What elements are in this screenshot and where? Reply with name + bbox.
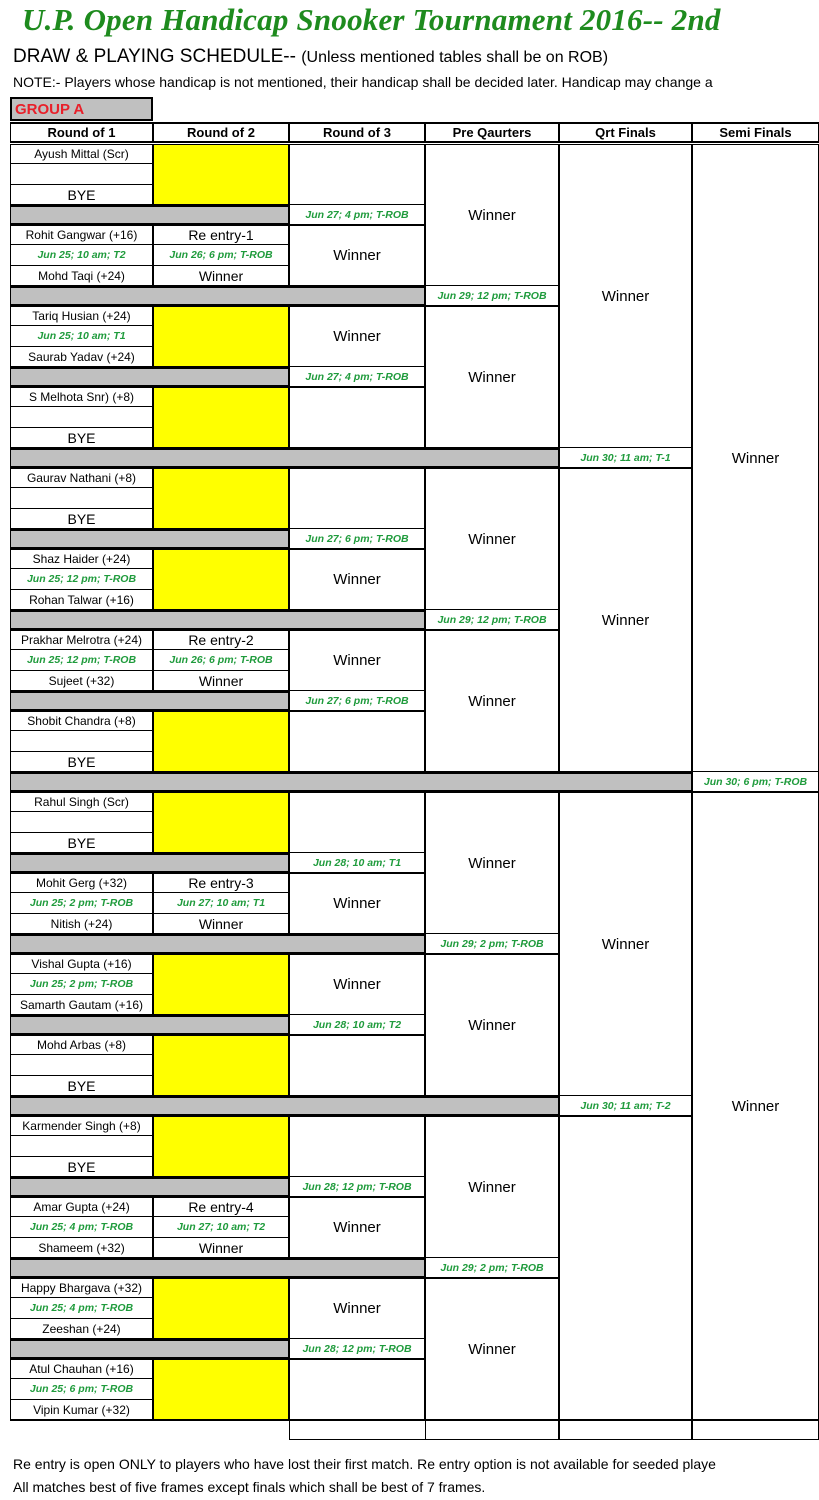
round2-schedule: Jun 27; 10 am; T2	[153, 1217, 289, 1238]
empty-slot	[10, 1136, 153, 1157]
quarterfinal-gap	[559, 1420, 692, 1440]
round3-slot	[289, 711, 425, 772]
player-slot: S Melhota Snr) (+8)	[10, 387, 153, 407]
player-slot: Mohd Taqi (+24)	[10, 266, 153, 286]
prequarter-winner: Winner	[425, 1116, 559, 1258]
player-slot: Tariq Husian (+24)	[10, 306, 153, 326]
player-slot: Shaz Haider (+24)	[10, 549, 153, 569]
prequarter-schedule: Jun 29; 12 pm; T-ROB	[425, 286, 559, 306]
empty-slot	[10, 164, 153, 185]
round3-schedule: Jun 27; 4 pm; T-ROB	[289, 205, 425, 225]
header-qrt-finals: Qrt Finals	[559, 122, 692, 143]
round3-slot	[289, 792, 425, 853]
round2-blank-slot	[153, 306, 289, 367]
round3-winner: Winner	[289, 549, 425, 610]
separator-bar	[10, 691, 289, 711]
quarterfinal-schedule: Jun 30; 11 am; T-2	[559, 1096, 692, 1116]
prequarter-winner: Winner	[425, 144, 559, 286]
handicap-note: NOTE:- Players whose handicap is not mentioned, their handicap shall be decided later. Handicap may change a	[13, 74, 713, 90]
header-semi-finals: Semi Finals	[692, 122, 819, 143]
round3-winner: Winner	[289, 630, 425, 691]
header-round-of-3: Round of 3	[289, 122, 425, 143]
player-slot: Prakhar Melrotra (+24)	[10, 630, 153, 650]
round3-schedule: Jun 27; 4 pm; T-ROB	[289, 367, 425, 387]
separator-bar	[10, 934, 425, 954]
semifinal-gap	[692, 1420, 819, 1440]
separator-bar	[10, 1177, 289, 1197]
player-slot: Vishal Gupta (+16)	[10, 954, 153, 974]
round2-blank-slot	[153, 549, 289, 610]
round3-slot	[289, 1359, 425, 1420]
round3-schedule: Jun 27; 6 pm; T-ROB	[289, 691, 425, 711]
separator-bar	[10, 286, 425, 306]
prequarter-winner: Winner	[425, 792, 559, 934]
round3-schedule: Jun 28; 12 pm; T-ROB	[289, 1177, 425, 1197]
player-slot: Nitish (+24)	[10, 914, 153, 934]
prequarter-winner: Winner	[425, 630, 559, 772]
re-entry-label: Re entry-3	[153, 873, 289, 893]
match-schedule: Jun 25; 4 pm; T-ROB	[10, 1217, 153, 1238]
round2-blank-slot	[153, 1359, 289, 1420]
page-title: U.P. Open Handicap Snooker Tournament 2016-- 2nd	[22, 2, 721, 37]
empty-slot	[10, 731, 153, 752]
round2-blank-slot	[153, 387, 289, 448]
bye-slot: BYE	[10, 752, 153, 772]
round2-schedule: Jun 27; 10 am; T1	[153, 893, 289, 914]
separator-bar	[10, 610, 425, 630]
footer-reentry-note: Re entry is open ONLY to players who have lost their first match. Re entry option is not available for seeded playe	[13, 1456, 716, 1472]
subtitle-main: DRAW & PLAYING SCHEDULE--	[13, 46, 302, 67]
player-slot: Vipin Kumar (+32)	[10, 1400, 153, 1420]
quarterfinal-schedule: Jun 30; 11 am; T-1	[559, 448, 692, 468]
re-entry-label: Re entry-1	[153, 225, 289, 245]
match-schedule: Jun 25; 12 pm; T-ROB	[10, 650, 153, 671]
empty-slot	[10, 812, 153, 833]
player-slot: Samarth Gautam (+16)	[10, 995, 153, 1015]
bye-slot: BYE	[10, 185, 153, 205]
round3-slot	[289, 387, 425, 448]
player-slot: Rohan Talwar (+16)	[10, 590, 153, 610]
header-round-of-2: Round of 2	[153, 122, 289, 143]
separator-bar	[10, 853, 289, 873]
bye-slot: BYE	[10, 509, 153, 529]
bye-slot: BYE	[10, 1157, 153, 1177]
player-slot: Happy Bhargava (+32)	[10, 1278, 153, 1298]
round2-blank-slot	[153, 711, 289, 772]
empty-slot	[10, 407, 153, 428]
separator-bar	[10, 1015, 289, 1035]
round2-winner: Winner	[153, 914, 289, 934]
prequarter-winner: Winner	[425, 468, 559, 610]
quarterfinal-winner: Winner	[559, 468, 692, 772]
bye-slot: BYE	[10, 428, 153, 448]
player-slot: Rohit Gangwar (+16)	[10, 225, 153, 245]
prequarter-schedule: Jun 29; 2 pm; T-ROB	[425, 934, 559, 954]
semifinal-winner: Winner	[692, 144, 819, 772]
round2-blank-slot	[153, 792, 289, 853]
player-slot: Atul Chauhan (+16)	[10, 1359, 153, 1379]
round2-blank-slot	[153, 144, 289, 205]
header-round-of-1: Round of 1	[10, 122, 153, 143]
round2-blank-slot	[153, 954, 289, 1015]
player-slot: Ayush Mittal (Scr)	[10, 144, 153, 164]
player-slot: Gaurav Nathani (+8)	[10, 468, 153, 488]
separator-bar	[10, 1096, 559, 1116]
player-slot: Saurab Yadav (+24)	[10, 347, 153, 367]
separator-bar	[10, 448, 559, 468]
separator-bar	[10, 205, 289, 225]
separator-bar	[10, 772, 692, 792]
player-slot: Sujeet (+32)	[10, 671, 153, 691]
round3-schedule: Jun 27; 6 pm; T-ROB	[289, 529, 425, 549]
re-entry-label: Re entry-4	[153, 1197, 289, 1217]
match-schedule: Jun 25; 12 pm; T-ROB	[10, 569, 153, 590]
subtitle-note: (Unless mentioned tables shall be on ROB)	[301, 49, 609, 66]
prequarter-winner: Winner	[425, 954, 559, 1096]
group-label: GROUP A	[10, 97, 153, 121]
round3-winner: Winner	[289, 225, 425, 286]
round2-schedule: Jun 26; 6 pm; T-ROB	[153, 245, 289, 266]
re-entry-label: Re entry-2	[153, 630, 289, 650]
separator-bar	[10, 1339, 289, 1359]
player-slot: Karmender Singh (+8)	[10, 1116, 153, 1136]
quarterfinal-winner: Winner	[559, 144, 692, 448]
empty-slot	[10, 1055, 153, 1076]
match-schedule: Jun 25; 2 pm; T-ROB	[10, 893, 153, 914]
player-slot: Shobit Chandra (+8)	[10, 711, 153, 731]
player-slot: Zeeshan (+24)	[10, 1319, 153, 1339]
prequarter-schedule: Jun 29; 2 pm; T-ROB	[425, 1258, 559, 1278]
round3-gap	[289, 1420, 425, 1440]
bye-slot: BYE	[10, 833, 153, 853]
empty-slot	[10, 488, 153, 509]
round2-schedule: Jun 26; 6 pm; T-ROB	[153, 650, 289, 671]
round3-schedule: Jun 28; 10 am; T1	[289, 853, 425, 873]
round3-schedule: Jun 28; 12 pm; T-ROB	[289, 1339, 425, 1359]
round3-winner: Winner	[289, 873, 425, 934]
match-schedule: Jun 25; 6 pm; T-ROB	[10, 1379, 153, 1400]
round2-winner: Winner	[153, 266, 289, 286]
prequarter-gap	[425, 1420, 559, 1440]
player-slot: Rahul Singh (Scr)	[10, 792, 153, 812]
player-slot: Mohd Arbas (+8)	[10, 1035, 153, 1055]
round3-slot	[289, 1116, 425, 1177]
round3-slot	[289, 468, 425, 529]
player-slot: Amar Gupta (+24)	[10, 1197, 153, 1217]
round2-winner: Winner	[153, 1238, 289, 1258]
separator-bar	[10, 1258, 425, 1278]
round2-winner: Winner	[153, 671, 289, 691]
round2-blank-slot	[153, 468, 289, 529]
round2-blank-slot	[153, 1278, 289, 1339]
round2-blank-slot	[153, 1116, 289, 1177]
separator-bar	[10, 367, 289, 387]
match-schedule: Jun 25; 2 pm; T-ROB	[10, 974, 153, 995]
round3-winner: Winner	[289, 954, 425, 1015]
round3-winner: Winner	[289, 306, 425, 367]
round3-winner: Winner	[289, 1197, 425, 1258]
round3-slot	[289, 144, 425, 205]
prequarter-winner: Winner	[425, 306, 559, 448]
round3-schedule: Jun 28; 10 am; T2	[289, 1015, 425, 1035]
quarterfinal-winner: Winner	[559, 792, 692, 1096]
round3-slot	[289, 1035, 425, 1096]
player-slot: Shameem (+32)	[10, 1238, 153, 1258]
bye-slot: BYE	[10, 1076, 153, 1096]
match-schedule: Jun 25; 4 pm; T-ROB	[10, 1298, 153, 1319]
semifinal-schedule: Jun 30; 6 pm; T-ROB	[692, 772, 819, 792]
match-schedule: Jun 25; 10 am; T1	[10, 326, 153, 347]
prequarter-schedule: Jun 29; 12 pm; T-ROB	[425, 610, 559, 630]
round3-winner: Winner	[289, 1278, 425, 1339]
semifinal-winner: Winner	[692, 792, 819, 1420]
match-schedule: Jun 25; 10 am; T2	[10, 245, 153, 266]
player-slot: Mohit Gerg (+32)	[10, 873, 153, 893]
separator-bar	[10, 529, 289, 549]
prequarter-winner: Winner	[425, 1278, 559, 1420]
quarterfinal-slot	[559, 1116, 692, 1420]
header-pre-qaurters: Pre Qaurters	[425, 122, 559, 143]
round2-blank-slot	[153, 1035, 289, 1096]
footer-frames-note: All matches best of five frames except finals which shall be best of 7 frames.	[13, 1479, 486, 1495]
